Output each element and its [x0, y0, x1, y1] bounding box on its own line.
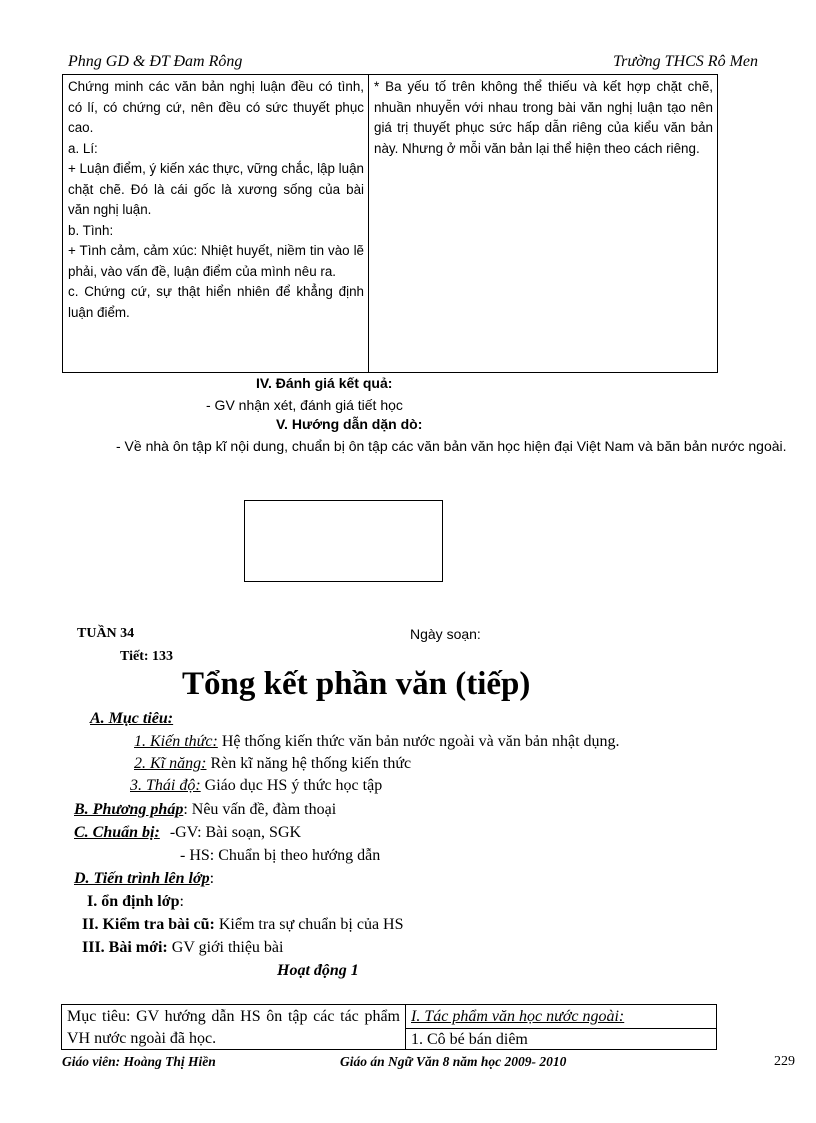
process-label: D. Tiến trình lên lớp — [74, 870, 210, 887]
right-cell-text: * Ba yếu tố trên không thể thiếu và kết hợp chặt chẽ, nhuần nhuyễn với nhau trong bài văn nghị luận tạo nên giá trị thuyết phục sức hấp dẫn riêng của kiểu văn bản này. Nhưng ở mỗi văn bản lại thể hiện theo cách riêng. — [374, 79, 713, 156]
page-number: 229 — [774, 1054, 795, 1069]
left-cell-line: + Luận điểm, ý kiến xác thực, vững chắc, lập luận chặt chẽ. Đó là cái gốc là xương sống của bài văn nghị luận. — [68, 161, 364, 217]
footer-plan: Giáo án Ngữ Văn 8 năm học 2009- 2010 — [340, 1054, 567, 1069]
attitude-text: Giáo dục HS ý thức học tập — [200, 777, 383, 794]
step1-text: : — [179, 893, 184, 910]
prep-hs: - HS: Chuẩn bị theo hướng dẫn — [180, 847, 381, 864]
method-text: : Nêu vấn đề, đàm thoại — [183, 801, 337, 818]
left-cell-line: b. Tình: — [68, 222, 114, 238]
process-step-2 — [82, 916, 404, 934]
process-step-3 — [82, 939, 283, 957]
knowledge-text: Hệ thống kiến thức văn bản nước ngoài và văn bản nhật dụng. — [217, 733, 620, 750]
skills-text: Rèn kĩ năng hệ thống kiến thức — [206, 755, 412, 772]
section-iv-heading: IV. Đánh giá kết quả: — [256, 375, 393, 391]
section-iv-text: - GV nhận xét, đánh giá tiết học — [206, 397, 403, 413]
activity-table-left-cell — [61, 1004, 406, 1050]
left-cell-line: c. Chứng cứ, sự thật hiển nhiên để khẳng định luận điểm. — [68, 284, 364, 320]
summary-table-right-cell — [368, 74, 718, 373]
section-v-text: - Về nhà ôn tập kĩ nội dung, chuẩn bị ôn tập các văn bản văn học hiện đại Việt Nam và băn bản nước ngoài. — [116, 438, 787, 454]
summary-table-left-cell — [62, 74, 369, 373]
attitude-label: 3. Thái độ: — [130, 777, 201, 794]
left-cell-line: + Tình cảm, cảm xúc: Nhiệt huyết, niềm tin vào lẽ phải, vào vấn đề, luận điểm của mình nêu ra. — [68, 243, 364, 279]
activity-heading: Hoạt động 1 — [277, 962, 359, 979]
prep-gv: -GV: Bài soạn, SGK — [165, 824, 302, 841]
process-heading — [74, 870, 214, 888]
objective-knowledge — [134, 733, 620, 751]
left-cell-line: Chứng minh các văn bản nghị luận đều có tình, có lí, có chứng cứ, nên đều có sức thuyết phục cao. — [68, 79, 364, 135]
footer-teacher: Giáo viên: Hoàng Thị Hiền — [62, 1054, 216, 1069]
left-cell-line: a. Lí: — [68, 140, 98, 156]
step3-text: GV giới thiệu bài — [167, 939, 284, 956]
period-label: Tiết: 133 — [120, 649, 174, 664]
step2-text: Kiểm tra sự chuẩn bị của HS — [214, 916, 404, 933]
step2-label: II. Kiểm tra bài cũ: — [82, 916, 215, 933]
activity-table-right-cell — [405, 1004, 717, 1050]
header-school-name: Trường THCS Rô Men — [613, 53, 758, 70]
section-v-heading: V. Hướng dẫn dặn dò: — [276, 416, 423, 432]
objective-attitude — [130, 777, 382, 795]
knowledge-label: 1. Kiến thức: — [134, 733, 218, 750]
skills-label: 2. Kĩ năng: — [134, 755, 207, 772]
prep-label: C. Chuẩn bị: — [74, 824, 160, 841]
header-school-office: Phng GD & ĐT Đam Rông — [68, 53, 243, 70]
objective-skills — [134, 755, 411, 773]
process-colon: : — [209, 870, 215, 887]
works-heading: I. Tác phẩm văn học nước ngoài: — [411, 1008, 625, 1025]
activity-goal-text: Mục tiêu: GV hướng dẫn HS ôn tập các tác phẩm VH nước ngoài đã học. — [67, 1008, 400, 1047]
objectives-heading: A. Mục tiêu: — [90, 710, 174, 727]
week-label: TUẦN 34 — [77, 626, 135, 641]
step1-label: I. ổn định lớp — [87, 893, 180, 910]
step3-label: III. Bài mới: — [82, 939, 168, 956]
page-title: Tổng kết phần văn (tiếp) — [182, 666, 531, 702]
works-item: 1. Cô bé bán diêm — [406, 1028, 716, 1051]
method-line — [74, 801, 336, 819]
blank-box — [244, 500, 443, 582]
prep-line — [74, 824, 301, 842]
date-label: Ngày soạn: — [410, 626, 481, 642]
method-label: B. Phương pháp — [74, 801, 184, 818]
process-step-1 — [87, 893, 184, 911]
